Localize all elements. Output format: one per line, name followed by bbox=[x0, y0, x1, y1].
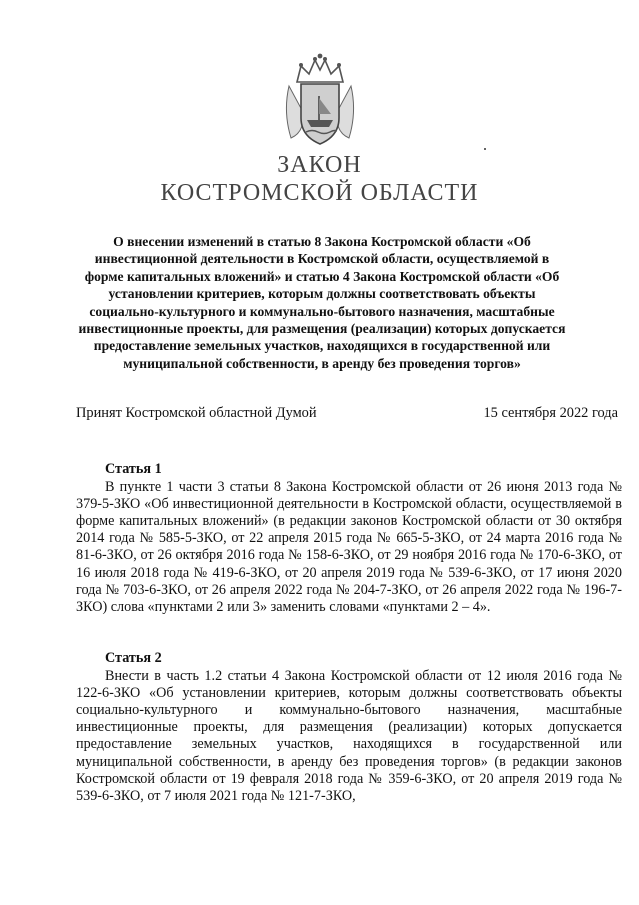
scan-speck bbox=[484, 148, 486, 150]
kostroma-coat-of-arms-icon bbox=[279, 52, 361, 148]
article-text: В пункте 1 части 3 статьи 8 Закона Костромской области от 26 июня 2013 года № 379-5-ЗКО «Об инвестиционной деятельности в Костромской области, осуществляемой в форме капитальных вложений» (в редакции законов Костромской области от 30 октября 2014 года № 585-5-ЗКО, от 22 апреля 2015 года № 665-5-ЗКО, от 24 марта 2016 года № 81-6-ЗКО, от 26 октября 2016 года № 158-6-ЗКО, от 29 ноября 2016 года № 170-6-ЗКО, от 16 июля 2018 года № 419-6-ЗКО, от 20 апреля 2019 года № 539-6-ЗКО, от 17 июня 2020 года № 703-6-ЗКО, от 26 апреля 2022 года № 204-7-ЗКО, от 26 апреля 2022 года № 196-7-ЗКО) слова «пунктами 2 или 3» заменить словами «пунктами 2 – 4». bbox=[76, 479, 622, 615]
law-heading: ЗАКОН bbox=[277, 152, 362, 178]
article-2 bbox=[76, 650, 622, 805]
document-title: О внесении изменений в статью 8 Закона Костромской области «Об инвестиционной деятельности в Костромской области, осуществляемой в форме капитальных вложений» и статью 4 Закона Костромской области «Об установлении критериев, которым должны соответствовать объекты социально-культурного и коммунально-бытового назначения, масштабные инвестиционные проекты, для размещения (реализации) которых допускается предоставление земельных участков, находящихся в государственной или муниципальной собственности, в аренду без проведения торгов» bbox=[78, 234, 566, 371]
article-heading: Статья 1 bbox=[105, 461, 162, 477]
adoption-line bbox=[76, 405, 618, 422]
region-heading: КОСТРОМСКОЙ ОБЛАСТИ bbox=[160, 180, 479, 206]
article-heading: Статья 2 bbox=[105, 650, 162, 666]
article-text: Внести в часть 1.2 статьи 4 Закона Костромской области от 12 июля 2016 года № 122-6-ЗКО «Об установлении критериев, которым должны соответствовать объекты социально-культурного и коммунально-бытового назначения, масштабные инвестиционные проекты, для размещения (реализации) которых допускается предоставление земельных участков, находящихся в государственной или муниципальной собственности, в аренду без проведения торгов» (в редакции законов Костромской области от 19 февраля 2018 года № 359-6-ЗКО, от 20 апреля 2019 года № 539-6-ЗКО, от 7 июля 2021 года № 121-7-ЗКО, bbox=[76, 668, 622, 804]
adoption-date: 15 сентября 2022 года bbox=[483, 405, 618, 421]
article-1 bbox=[76, 461, 622, 616]
adopted-by: Принят Костромской областной Думой bbox=[76, 405, 317, 421]
